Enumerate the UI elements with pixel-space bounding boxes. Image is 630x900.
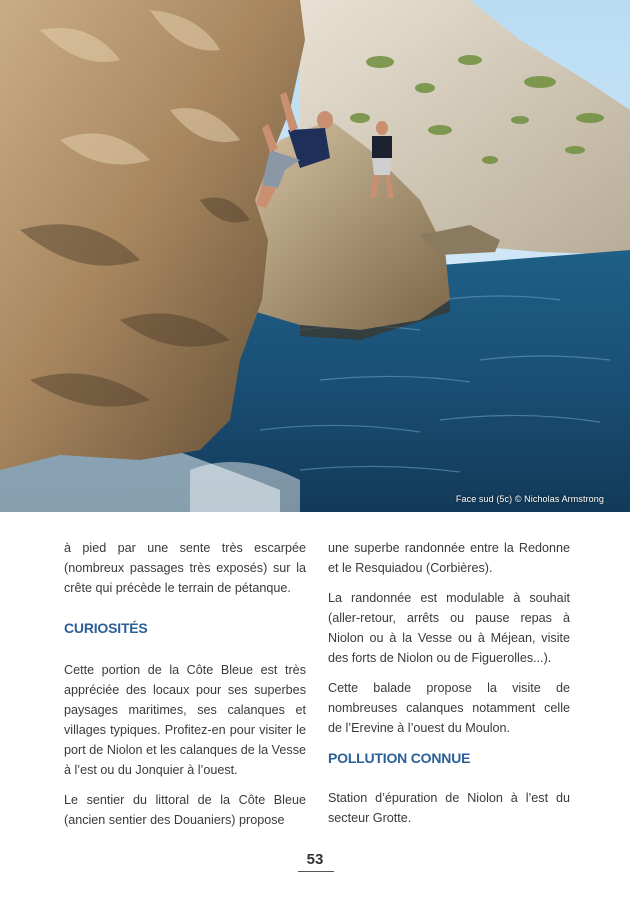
- paragraph-access: à pied par une sente très escarpée (nombreux passages très exposés) sur la crête qui précède le terrain de pétanque.: [64, 541, 306, 595]
- photo-caption: Face sud (5c) © Nicholas Armstrong: [455, 494, 604, 504]
- heading-pollution: POLLUTION CONNUE: [328, 750, 471, 766]
- paragraph-randonnee-modulable: La randonnée est modulable à souhait (aller-retour, arrêts ou pause repas à Niolon ou à la Vesse ou à Méjean, visite des forts de Niolon ou de Figuerolles...).: [328, 591, 570, 665]
- page-number-underline: [298, 871, 334, 872]
- paragraph-randonnee-intro: une superbe randonnée entre la Redonne et le Resquiadou (Corbières).: [328, 541, 570, 575]
- heading-curiosites: CURIOSITÉS: [64, 620, 148, 636]
- paragraph-sentier: Le sentier du littoral de la Côte Bleue (ancien sentier des Douaniers) propose: [64, 793, 306, 827]
- paragraph-pollution: Station d’épuration de Niolon à l’est du secteur Grotte.: [328, 791, 570, 825]
- page-number: 53: [306, 851, 324, 868]
- paragraph-cote-bleue: Cette portion de la Côte Bleue est très appréciée des locaux pour ses superbes paysages maritimes, ses calanques et villages typiques. Profitez-en pour visiter le port de Niolon et les calanques de la Vesse à l’est ou du Jonquier à l’ouest.: [64, 663, 306, 777]
- right-column: [328, 538, 570, 838]
- paragraph-balade: Cette balade propose la visite de nombreuses calanques notamment celle de l’Erevine à l’ouest du Moulon.: [328, 681, 570, 735]
- left-column: [64, 538, 306, 840]
